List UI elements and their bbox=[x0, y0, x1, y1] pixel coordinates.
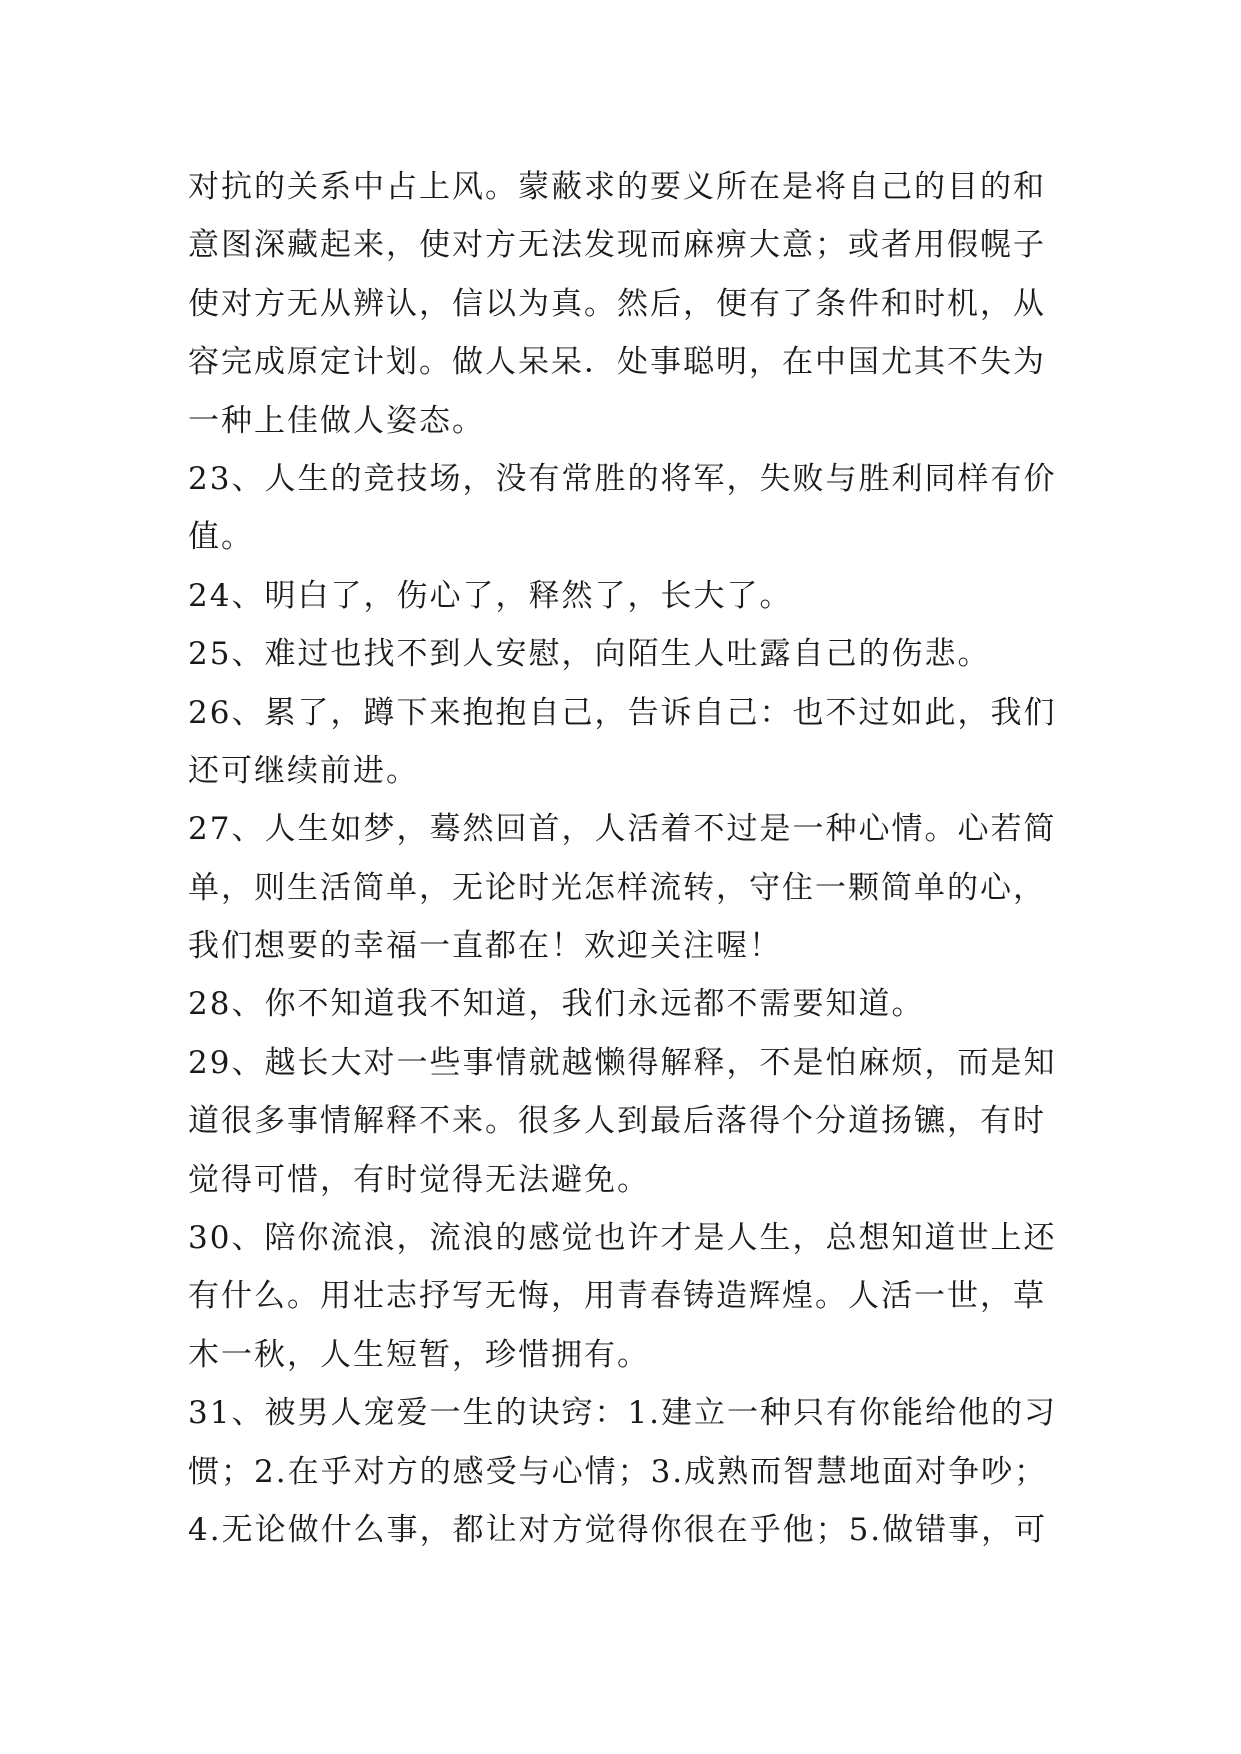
text-line: 26、累了，蹲下来抱抱自己，告诉自己：也不过如此，我们 bbox=[188, 694, 1057, 731]
text-line: 30、陪你流浪，流浪的感觉也许才是人生，总想知道世上还 bbox=[188, 1220, 1057, 1257]
text-line: 值。 bbox=[188, 519, 254, 556]
text-line: 24、明白了，伤心了，释然了，长大了。 bbox=[188, 577, 793, 614]
text-line: 觉得可惜，有时觉得无法避免。 bbox=[188, 1161, 650, 1198]
text-line: 29、越长大对一些事情就越懒得解释，不是怕麻烦，而是知 bbox=[188, 1044, 1057, 1081]
text-line: 有什么。用壮志抒写无悔，用青春铸造辉煌。人活一世，草 bbox=[188, 1278, 1046, 1315]
text-line: 27、人生如梦，蓦然回首，人活着不过是一种心情。心若简 bbox=[188, 811, 1057, 848]
text-line: 23、人生的竞技场，没有常胜的将军，失败与胜利同样有价 bbox=[188, 460, 1057, 497]
text-line: 25、难过也找不到人安慰，向陌生人吐露自己的伤悲。 bbox=[188, 636, 991, 673]
text-line: 道很多事情解释不来。很多人到最后落得个分道扬镳，有时 bbox=[188, 1103, 1046, 1140]
text-line: 意图深藏起来，使对方无法发现而麻痹大意；或者用假幌子 bbox=[188, 227, 1046, 264]
text-line: 28、你不知道我不知道，我们永远都不需要知道。 bbox=[188, 986, 925, 1023]
text-line: 31、被男人宠爱一生的诀窍：1.建立一种只有你能给他的习 bbox=[188, 1395, 1058, 1432]
text-line: 木一秋，人生短暂，珍惜拥有。 bbox=[188, 1336, 650, 1373]
text-line: 单，则生活简单，无论时光怎样流转，守住一颗简单的心， bbox=[188, 869, 1046, 906]
text-line: 还可继续前进。 bbox=[188, 752, 419, 789]
text-line: 使对方无从辨认，信以为真。然后，便有了条件和时机，从 bbox=[188, 285, 1046, 322]
text-line: 一种上佳做人姿态。 bbox=[188, 402, 485, 439]
text-line: 我们想要的幸福一直都在！欢迎关注喔！ bbox=[188, 928, 782, 965]
text-line: 对抗的关系中占上风。蒙蔽求的要义所在是将自己的目的和 bbox=[188, 169, 1046, 205]
text-line: 惯；2.在乎对方的感受与心情；3.成熟而智慧地面对争吵； bbox=[188, 1453, 1048, 1490]
text-line: 容完成原定计划。做人呆呆．处事聪明，在中国尤其不失为 bbox=[188, 344, 1046, 381]
text-line: 4.无论做什么事，都让对方觉得你很在乎他；5.做错事，可 bbox=[188, 1511, 1048, 1548]
document-body bbox=[188, 158, 1068, 1559]
